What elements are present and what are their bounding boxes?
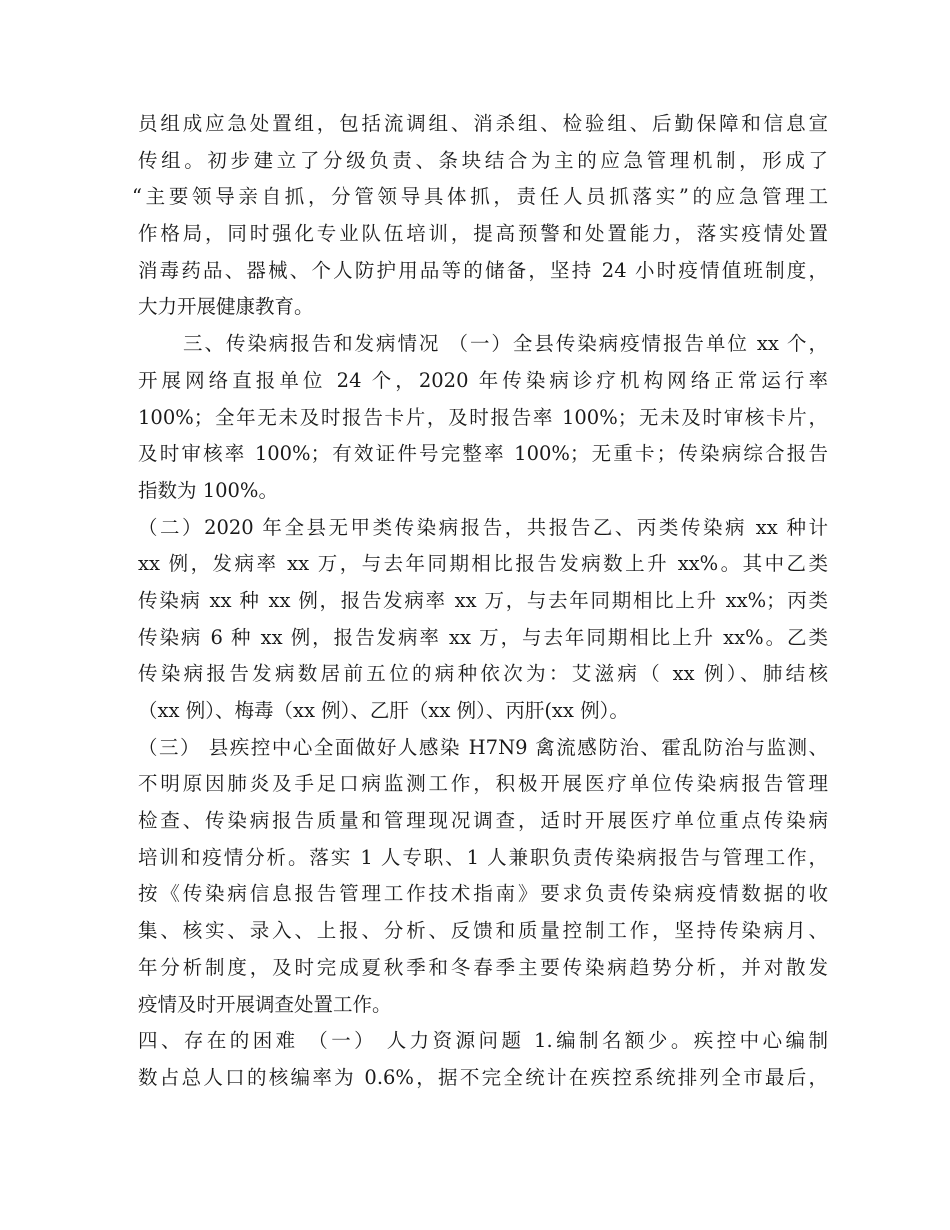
text-line: 不明原因肺炎及手足口病监测工作，积极开展医疗单位传染病报告管理 <box>138 772 828 796</box>
text-line: （二）2020 年全县无甲类传染病报告，共报告乙、丙类传染病 xx 种计 <box>138 515 828 539</box>
text-line: 传染病报告发病数居前五位的病种依次为：艾滋病（ xx 例）、肺结核 <box>138 662 828 686</box>
text-line: 开展网络直报单位 24 个，2020 年传染病诊疗机构网络正常运行率 <box>138 368 828 392</box>
text-line: 传组。初步建立了分级负责、条块结合为主的应急管理机制，形成了 <box>138 148 828 172</box>
text-line: 大力开展健康教育。 <box>138 295 314 319</box>
text-line: 消毒药品、器械、个人防护用品等的储备，坚持 24 小时疫情值班制度， <box>138 258 828 282</box>
text-line: 按《传染病信息报告管理工作技术指南》要求负责传染病疫情数据的收 <box>138 882 828 906</box>
text-line: 集、核实、录入、上报、分析、反馈和质量控制工作，坚持传染病月、 <box>138 919 828 943</box>
document-body <box>132 106 828 1097</box>
text-line: 检查、传染病报告质量和管理现况调查，适时开展医疗单位重点传染病 <box>138 809 828 833</box>
text-line: 员组成应急处置组，包括流调组、消杀组、检验组、后勤保障和信息宣 <box>138 112 828 135</box>
text-line: 传染病 xx 种 xx 例，报告发病率 xx 万，与去年同期相比上升 xx%；丙类 <box>138 588 828 612</box>
text-line: 100%；全年无未及时报告卡片，及时报告率 100%；无未及时审核卡片， <box>138 405 828 429</box>
text-line: （xx 例）、梅毒（xx 例）、乙肝（xx 例）、丙肝(xx 例）。 <box>138 699 629 722</box>
section-heading-line: 四、存在的困难 （一） 人力资源问题 1.编制名额少。疾控中心编制 <box>138 1029 828 1053</box>
text-line: 传染病 6 种 xx 例，报告发病率 xx 万，与去年同期相比上升 xx%。乙类 <box>138 625 828 649</box>
section-heading-line: 三、传染病报告和发病情况 （一）全县传染病疫情报告单位 xx 个， <box>183 332 828 356</box>
text-line: 作格局，同时强化专业队伍培训，提高预警和处置能力，落实疫情处置 <box>138 222 828 246</box>
text-line: 年分析制度，及时完成夏秋季和冬春季主要传染病趋势分析，并对散发 <box>138 955 828 979</box>
text-line: 疫情及时开展调查处置工作。 <box>138 992 392 1016</box>
text-line: 及时审核率 100%；有效证件号完整率 100%；无重卡；传染病综合报告 <box>138 442 828 466</box>
text-line: （三） 县疾控中心全面做好人感染 H7N9 禽流感防治、霍乱防治与监测、 <box>138 735 828 759</box>
text-line: “主要领导亲自抓，分管领导具体抓，责任人员抓落实”的应急管理工 <box>132 185 828 209</box>
text-line: xx 例，发病率 xx 万，与去年同期相比报告发病数上升 xx%。其中乙类 <box>138 552 828 576</box>
text-line: 数占总人口的核编率为 0.6%，据不完全统计在疾控系统排列全市最后， <box>138 1065 828 1089</box>
text-line: 指数为 100%。 <box>138 478 278 502</box>
text-line: 培训和疫情分析。落实 1 人专职、1 人兼职负责传染病报告与管理工作， <box>138 845 828 869</box>
